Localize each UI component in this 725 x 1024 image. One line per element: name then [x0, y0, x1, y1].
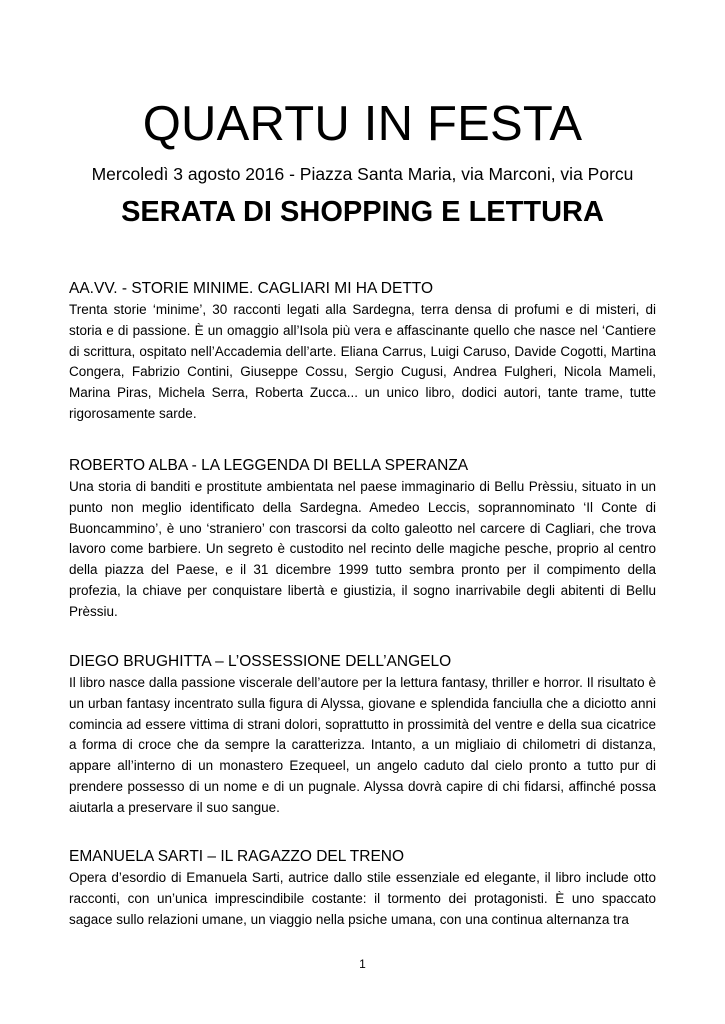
book-entry — [69, 652, 656, 819]
book-entry — [69, 279, 656, 425]
book-entry-title: DIEGO BRUGHITTA – L’OSSESSIONE DELL’ANGELO — [69, 653, 452, 670]
book-entry-description: Una storia di banditi e prostitute ambientata nel paese immaginario di Bellu Prèssiu, situato in un punto non meglio identificato della Sardegna. Amedeo Leccis, soprannominato ‘Il Conte di Buoncammino’, è uno ‘straniero’ con trascorsi da colto galeotto nel carcere di Cagliari, che trova lavoro come barbiere. Un segreto è custodito nel recinto delle magiche pesche, proprio al centro della piazza del Paese, e il 31 dicembre 1999 tutto sembra pronto per il compimento della profezia, la chiave per conquistare libertà e giustizia, il sogno inarrivabile degli abitenti di Bellu Prèssiu. — [69, 479, 656, 619]
book-entry-description: Opera d’esordio di Emanuela Sarti, autrice dallo stile essenziale ed elegante, il libro include otto racconti, con un’unica imprescindibile costante: il tormento dei protagonisti. È uno spaccato sagace sullo relazioni umane, un viaggio nella psiche umana, con una continua alternanza tra — [69, 870, 656, 927]
book-entry-description: Trenta storie ‘minime’, 30 racconti legati alla Sardegna, terra densa di profumi e di misteri, di storia e di passione. È un omaggio all’Isola più vera e affascinante quello che nasce nel ‘Cantiere di scrittura, ospitato nell’Accademia dell’arte. Eliana Carrus, Luigi Caruso, Davide Cogotti, Martina Congera, Fabrizio Contini, Giuseppe Cossu, Sergio Cugusi, Andrea Fulgheri, Nicola Mameli, Marina Piras, Michela Serra, Roberta Zucca... un unico libro, dodici autori, tante trame, tutte rigorosamente sarde. — [69, 302, 656, 421]
book-entry — [69, 456, 656, 623]
book-entry-description: Il libro nasce dalla passione viscerale dell’autore per la lettura fantasy, thriller e horror. Il risultato è un urban fantasy incentrato sulla figura di Alyssa, giovane e splendida fanciulla che a diciotto anni comincia ad essere vittima di strani dolori, soprattutto in prossimità del ventre e della sua cicatrice a forma di croce che da sempre la caratterizza. Intanto, a un migliaio di chilometri di distanza, appare all’interno di un monastero Ezequeel, un angelo caduto dal cielo pronto a tutto pur di prendere possesso di un nome e di un pugnale. Alyssa dovrà capire di chi fidarsi, affinché possa aiutarla a preservare il suo sangue. — [69, 675, 656, 815]
event-headline: SERATA DI SHOPPING E LETTURA — [121, 196, 604, 228]
event-date-location: Mercoledì 3 agosto 2016 - Piazza Santa Maria, via Marconi, via Porcu — [91, 164, 634, 184]
book-entry-title: EMANUELA SARTI – IL RAGAZZO DEL TRENO — [69, 848, 405, 865]
book-entry-title: AA.VV. - STORIE MINIME. CAGLIARI MI HA DETTO — [69, 280, 434, 297]
book-entry — [69, 847, 656, 930]
book-entry-title: ROBERTO ALBA - LA LEGGENDA DI BELLA SPERANZA — [69, 457, 469, 474]
document-title: QUARTU IN FESTA — [142, 97, 583, 151]
page-number: 1 — [359, 957, 366, 971]
